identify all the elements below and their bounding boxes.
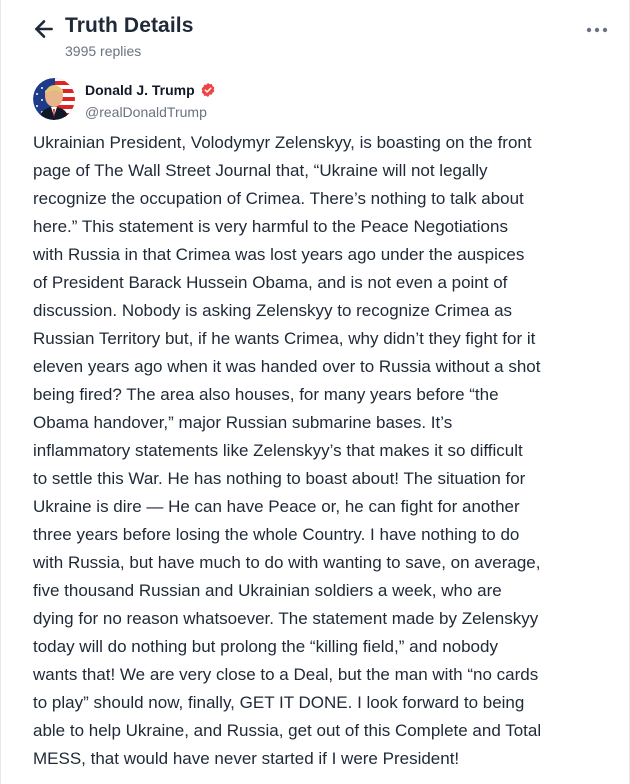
author-handle[interactable]: @realDonaldTrump (85, 104, 207, 120)
post-line: with Russia, but have much to do with wanting to save, on average, (33, 553, 541, 572)
post-line: to settle this War. He has nothing to boast about! The situation for (33, 469, 526, 488)
post-line: eleven years ago when it was handed over to Russia without a shot (33, 357, 541, 376)
avatar-image (33, 78, 75, 120)
more-horizontal-icon (583, 18, 611, 42)
post-line: Obama handover,” major Russian submarine bases. It’s (33, 413, 453, 432)
header (1, 0, 629, 68)
arrow-left-icon (31, 16, 57, 42)
author-name-row (85, 81, 216, 99)
post-line: three years before losing the whole Country. I have nothing to do (33, 525, 520, 544)
post-line: five thousand Russian and Ukrainian soldiers a week, who are (33, 581, 502, 600)
post-line: page of The Wall Street Journal that, “Ukraine will not legally (33, 161, 488, 180)
post-line: dying for no reason whatsoever. The statement made by Zelenskyy (33, 609, 539, 628)
post-line: recognize the occupation of Crimea. There’s nothing to talk about (33, 189, 524, 208)
verified-badge-icon (200, 82, 216, 98)
post-line: able to help Ukraine, and Russia, get out of this Complete and Total (33, 721, 542, 740)
post-author (33, 78, 593, 124)
author-name[interactable]: Donald J. Trump (85, 82, 195, 98)
post-line: Ukraine is dire — He can have Peace or, he can fight for another (33, 497, 520, 516)
replies-count: 3995 replies (65, 43, 142, 59)
post-line: discussion. Nobody is asking Zelenskyy to recognize Crimea as (33, 301, 513, 320)
post-line: Ukrainian President, Volodymyr Zelenskyy, is boasting on the front (33, 133, 532, 152)
post-line: inflammatory statements like Zelenskyy’s that makes it so difficult (33, 441, 523, 460)
post-line: wants that! We are very close to a Deal, but the man with “no cards (33, 665, 539, 684)
back-button[interactable] (31, 16, 57, 42)
post-line: of President Barack Hussein Obama, and is not even a point of (33, 273, 508, 292)
more-options-button[interactable] (583, 18, 611, 42)
post-line: today will do nothing but prolong the “killing field,” and nobody (33, 637, 498, 656)
post-line: to play” should now, finally, GET IT DONE. I look forward to being (33, 693, 525, 712)
post-line: with Russia in that Crimea was lost years ago under the auspices (33, 245, 525, 264)
post-line: Russian Territory but, if he wants Crimea, why didn’t they fight for it (33, 329, 536, 348)
page-title: Truth Details (65, 14, 194, 37)
post-line: here.” This statement is very harmful to the Peace Negotiations (33, 217, 508, 236)
post-text (33, 129, 609, 773)
post-line: being fired? The area also houses, for many years before “the (33, 385, 499, 404)
avatar[interactable] (33, 78, 75, 120)
post-line: MESS, that would have never started if I were President! (33, 749, 460, 768)
